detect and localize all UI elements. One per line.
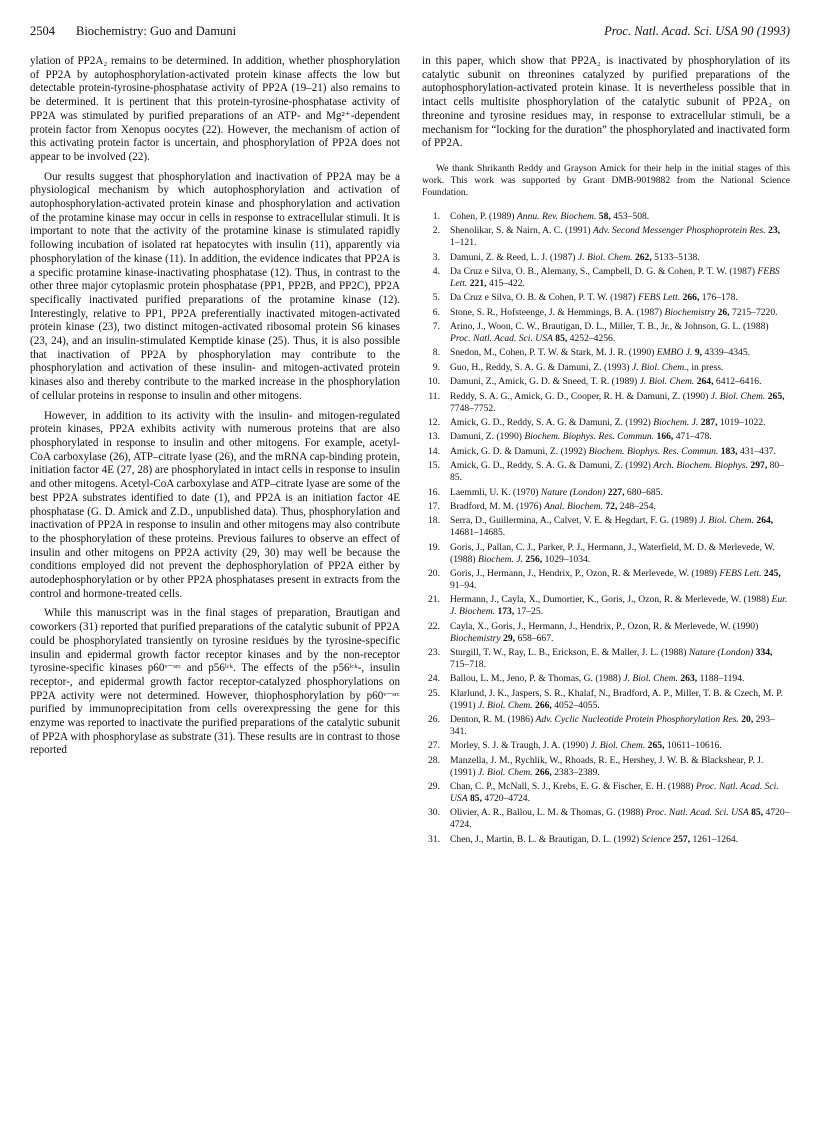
body-paragraph: ylation of PP2A₂ remains to be determined. In addition, whether phosphorylation of PP2A by autophosphorylation-activated protein kinase affects the low but detectable protein-tyrosine-phosphatase activity of PP2A (19–21) also remains to be determined. It is pertinent that this protein-tyrosine-phosphatase activity of PP2A was stimulated by purified preparations of an ATP- and Mg²⁺-dependent protein factor from Xenopus oocytes (22). However, the mechanism of action of this activating protein factor is uncertain, and phosphorylation of PP2A does not appear to be involved (22).	[30, 55, 400, 163]
reference-journal: Arch. Biochem. Biophys.	[653, 460, 749, 472]
reference-number: 18.	[428, 515, 440, 527]
reference-authors: Goris, J., Pallan, C. J., Parker, P. J., Hermann, J., Waterfield, M. D. & Merlevede, W. (1988)	[450, 541, 775, 565]
reference-item	[422, 292, 790, 304]
reference-volume: 58,	[598, 210, 611, 222]
reference-journal: J. Biol. Chem.	[639, 376, 695, 388]
reference-number: 22.	[428, 620, 440, 632]
reference-volume: 266,	[535, 766, 552, 778]
reference-item	[422, 594, 790, 618]
reference-pages: 415–422.	[488, 277, 525, 289]
reference-volume: 183,	[720, 445, 738, 457]
reference-number: 14.	[428, 445, 440, 457]
reference-number: 12.	[428, 417, 440, 429]
reference-item	[422, 266, 790, 290]
reference-authors: Laemmli, U. K. (1970)	[450, 486, 539, 498]
reference-item	[422, 417, 790, 429]
reference-item	[422, 834, 790, 846]
reference-number: 1.	[432, 210, 440, 222]
reference-authors: Reddy, S. A. G., Amick, G. D., Cooper, R. H. & Damuni, Z. (1990)	[450, 390, 709, 402]
reference-pages: 453–508.	[613, 210, 650, 222]
reference-journal: Adv. Second Messenger Phosphoprotein Res.	[593, 225, 766, 237]
reference-volume: 221,	[469, 277, 487, 289]
reference-journal: Proc. Natl. Acad. Sci. USA	[450, 333, 553, 345]
reference-authors: Bradford, M. M. (1976)	[450, 500, 542, 512]
reference-journal: Biochem. Biophys. Res. Commun.	[588, 445, 719, 457]
reference-number: 6.	[432, 306, 440, 318]
reference-number: 17.	[428, 500, 440, 512]
reference-item	[422, 376, 790, 388]
reference-volume: 265,	[647, 740, 665, 752]
reference-item	[422, 781, 790, 805]
reference-authors: Damuni, Z., Amick, G. D. & Sneed, T. R. (1989)	[450, 376, 638, 388]
reference-journal: J. Biol. Chem.	[477, 766, 533, 778]
reference-pages: 91–94.	[450, 579, 477, 591]
reference-volume: 72,	[605, 500, 618, 512]
reference-authors: Guo, H., Reddy, S. A. G. & Damuni, Z. (1993)	[450, 361, 630, 373]
reference-journal: FEBS Lett.	[450, 266, 780, 289]
reference-authors: Goris, J., Hermann, J., Hendrix, P., Ozon, R. & Merlevede, W. (1989)	[450, 567, 717, 579]
reference-authors: Da Cruz e Silva, O. B. & Cohen, P. T. W. (1987)	[450, 292, 636, 304]
reference-item	[422, 362, 790, 374]
reference-number: 23.	[428, 646, 440, 658]
reference-journal: Adv. Cyclic Nucleotide Protein Phosphorylation Res.	[535, 713, 739, 725]
reference-pages: 1019–1022.	[719, 417, 766, 429]
reference-journal: Biochem. J.	[477, 553, 524, 565]
reference-pages: 2383–2389.	[554, 766, 600, 778]
reference-journal: Annu. Rev. Biochem.	[516, 210, 597, 222]
reference-authors: Cayla, X., Goris, J., Hermann, J., Hendrix, P., Ozon, R. & Merlevede, W. (1990)	[450, 620, 759, 632]
reference-number: 16.	[428, 486, 440, 498]
reference-authors: Cohen, P. (1989)	[450, 210, 515, 222]
reference-item	[422, 307, 790, 319]
reference-pages: 176–178.	[701, 292, 738, 304]
reference-journal: Proc. Natl. Acad. Sci. USA	[645, 807, 749, 819]
reference-authors: Sturgill, T. W., Ray, L. B., Erickson, E. & Maller, J. L. (1988)	[450, 646, 687, 658]
reference-item	[422, 487, 790, 499]
reference-authors: Denton, R. M. (1986)	[450, 713, 534, 725]
reference-number: 15.	[428, 460, 440, 472]
reference-item	[422, 542, 790, 566]
reference-volume: 262,	[634, 251, 652, 263]
reference-pages: in press.	[691, 361, 724, 373]
reference-authors: Hermann, J., Cayla, X., Dumortier, K., Goris, J., Ozon, R. & Merlevede, W. (1988)	[450, 594, 770, 606]
reference-number: 20.	[428, 567, 440, 579]
reference-number: 29.	[428, 780, 440, 792]
reference-volume: 9,	[694, 347, 703, 359]
reference-item	[422, 225, 790, 249]
reference-volume: 23,	[768, 225, 781, 237]
reference-volume: 257,	[673, 833, 691, 845]
reference-pages: 248–254.	[619, 500, 656, 512]
reference-authors: Klarlund, J. K., Jaspers, S. R., Khalaf, N., Bradford, A. P., Miller, T. B. & Czech, M. P. (1991)	[450, 687, 783, 711]
reference-journal: J. Biol. Chem.	[710, 390, 766, 402]
reference-item	[422, 347, 790, 359]
reference-pages: 14681–14685.	[450, 527, 506, 539]
reference-number: 4.	[432, 266, 440, 278]
reference-item	[422, 211, 790, 223]
reference-item	[422, 501, 790, 513]
reference-item	[422, 714, 790, 738]
reference-journal: Nature (London)	[540, 486, 606, 498]
reference-pages: 7748–7752.	[450, 402, 496, 414]
reference-journal: Biochem. J.	[653, 417, 699, 429]
reference-volume: 266,	[682, 292, 700, 304]
reference-journal: J. Biol. Chem.	[699, 515, 754, 527]
reference-pages: 1029–1034.	[544, 553, 591, 565]
reference-pages: 1188–1194.	[699, 673, 745, 685]
reference-authors: Stone, S. R., Hofsteenge, J. & Hemmings, B. A. (1987)	[450, 306, 663, 318]
reference-journal: J. Biol. Chem.,	[631, 361, 689, 373]
reference-volume: 334,	[755, 646, 773, 658]
left-column	[30, 55, 400, 764]
reference-item	[422, 321, 790, 345]
reference-journal: FEBS Lett.	[638, 292, 681, 304]
reference-authors: Chen, J., Martin, B. L. & Brautigan, D. L. (1992)	[450, 833, 640, 845]
running-head: Biochemistry: Guo and Damuni	[76, 24, 237, 38]
reference-pages: 293–341.	[450, 713, 775, 737]
reference-authors: Manzella, J. M., Rychlik, W., Rhoads, R. E., Hershey, J. W. B. & Blackshear, P. J. (1991)	[450, 754, 764, 778]
reference-list	[422, 211, 790, 846]
reference-journal: J. Biol. Chem.	[590, 740, 646, 752]
reference-pages: 7215–7220.	[731, 306, 778, 318]
reference-journal: Biochemistry	[664, 306, 716, 318]
reference-pages: 1261–1264.	[692, 833, 739, 845]
reference-volume: 26,	[717, 306, 730, 318]
reference-number: 19.	[428, 541, 440, 553]
reference-pages: 4720–4724.	[450, 807, 790, 831]
reference-volume: 264,	[756, 515, 774, 527]
reference-number: 8.	[432, 347, 440, 359]
reference-pages: 4252–4256.	[569, 333, 616, 345]
reference-pages: 471–478.	[675, 431, 712, 443]
reference-item	[422, 391, 790, 415]
reference-journal: J. Biol. Chem.	[477, 699, 533, 711]
reference-pages: 431–437.	[739, 445, 776, 457]
reference-authors: Serra, D., Guillermina, A., Calvet, V. E. & Hegdart, F. G. (1989)	[450, 515, 697, 527]
reference-authors: Snedon, M., Cohen, P. T. W. & Stark, M. J. R. (1990)	[450, 347, 655, 359]
reference-pages: 1–121.	[450, 237, 477, 249]
reference-pages: 4052–4055.	[554, 699, 600, 711]
reference-authors: Damuni, Z. (1990)	[450, 431, 522, 443]
reference-volume: 166,	[656, 431, 674, 443]
reference-volume: 297,	[750, 460, 768, 472]
reference-number: 28.	[428, 754, 440, 766]
reference-journal: Biochem. Biophys. Res. Commun.	[524, 431, 655, 443]
reference-item	[422, 688, 790, 712]
reference-volume: 173,	[497, 606, 515, 618]
reference-item	[422, 431, 790, 443]
reference-volume: 266,	[535, 699, 552, 711]
reference-volume: 20,	[741, 713, 754, 725]
body-paragraph: Our results suggest that phosphorylation and inactivation of PP2A may be a physiological mechanism by which autophosphorylation and activation of autophosphorylation-activated protein kinase and phosphorylation and activation of the protamine kinase may occur in cells in response to extracellular stimuli. It is important to note that the activity of the protamine kinase is stimulated rapidly following incubation of isolated rat hepatocytes with insulin (11), apparently via phosphorylation of the kinase (11). In addition, the evidence indicates that PP2A is a specific protamine kinase-inactivating phosphatase (12). Thus, in contrast to the other three major cytoplasmic protein phosphatase (PP1, PP2B, and PP2C), PP2A specifically inactivated purified preparations of the protamine kinase (12). Interestingly, relative to PP1, PP2A preferentially inactivated mitogen-activated protein kinase (23), two distinct mitogen-activated ribosomal protein S6 kinases (23, 24), and an insulin-stimulated Kemptide kinase (25). Thus, it is also possible that inactivation of PP2A by phosphorylation may contribute to the phosphorylation and activation of these insulin- and mitogen-activated protein kinases also and thereby contribute to the marked increase in the phosphorylation of cellular proteins in response to insulin and other mitogens.	[30, 170, 400, 402]
reference-authors: Amick, G. D., Reddy, S. A. G. & Damuni, Z. (1992)	[450, 417, 651, 429]
reference-item	[422, 807, 790, 831]
reference-journal: Nature (London)	[688, 646, 754, 658]
reference-journal: Science	[641, 833, 671, 845]
page-number: 2504	[30, 24, 55, 38]
reference-number: 3.	[432, 251, 440, 263]
reference-journal: Eur. J. Biochem.	[450, 594, 788, 618]
reference-journal: J. Biol. Chem.	[577, 251, 633, 263]
reference-journal: Proc. Natl. Acad. Sci. USA	[450, 780, 779, 804]
reference-pages: 80–85.	[450, 460, 785, 484]
reference-number: 30.	[428, 807, 440, 819]
reference-authors: Amick, G. D., Reddy, S. A. G. & Damuni, Z. (1992)	[450, 460, 651, 472]
reference-volume: 85,	[470, 792, 482, 804]
reference-volume: 256,	[525, 553, 543, 565]
reference-journal: EMBO J.	[656, 347, 693, 359]
reference-authors: Da Cruz e Silva, O. B., Alemany, S., Campbell, D. G. & Cohen, P. T. W. (1987)	[450, 266, 755, 278]
reference-number: 21.	[428, 594, 440, 606]
reference-volume: 264,	[696, 376, 714, 388]
reference-authors: Olivier, A. R., Ballou, L. M. & Thomas, G. (1988)	[450, 807, 644, 819]
reference-item	[422, 460, 790, 484]
reference-number: 5.	[432, 292, 440, 304]
reference-volume: 265,	[767, 390, 785, 402]
body-paragraph: However, in addition to its activity with the insulin- and mitogen-regulated protein kinases, PP2A exhibits activity with numerous proteins that are also phosphorylated in response to insulin and other mitogens. For example, acetyl-CoA carboxylase (26), ATP–citrate lyase (26), and the mRNA cap-binding protein, initiation factor 4E (27, 28) are phosphorylated in intact cells in response to insulin and other mitogens. Acetyl-CoA carboxylase and ATP–citrate lyase are some of the best PP2A substrates identified to date (1), and PP2A is an initiation factor 4E phosphatase (G. D. Amick and Z.D., unpublished data). Thus, phosphorylation and inactivation of PP2A in response to insulin and other mitogens may also contribute to the phosphorylation of these proteins. Previous failures to observe an effect of insulin and other mitogens on PP2A activity (29, 30) may well be because the conditions employed did not prevent the dephosphorylation of PP2A either by autodephosphorylation or by other PP2A phosphatases present in extracts from the control and hormone-treated cells.	[30, 409, 400, 600]
reference-item	[422, 740, 790, 752]
right-column	[422, 55, 790, 848]
reference-number: 9.	[432, 361, 440, 373]
body-paragraph: in this paper, which show that PP2A₂ is inactivated by phosphorylation of its catalytic subunit on threonines catalyzed by purified preparations of the autophosphorylation-activated protein kinase. It is nevertheless possible that in intact cells multisite phosphorylation of the catalytic subunit of PP2A₂ on threonine and tyrosine residues may, in response to extracellular stimuli, be a mechanism for “locking for the duration” the phosphorylated and inactivated form of PP2A.	[422, 55, 790, 150]
page-header	[30, 24, 790, 44]
reference-item	[422, 568, 790, 592]
journal-citation: Proc. Natl. Acad. Sci. USA 90 (1993)	[604, 24, 790, 38]
reference-pages: 4720–4724.	[484, 792, 530, 804]
reference-volume: 29,	[503, 632, 516, 644]
reference-authors: Arino, J., Woon, C. W., Brautigan, D. L., Miller, T. B., Jr., & Johnson, G. L. (1988)	[450, 321, 769, 333]
reference-item	[422, 252, 790, 264]
reference-volume: 85,	[751, 807, 764, 819]
reference-pages: 658–667.	[517, 632, 554, 644]
reference-item	[422, 673, 790, 685]
reference-authors: Shenolikar, S. & Nairn, A. C. (1991)	[450, 225, 591, 237]
acknowledgment: We thank Shrikanth Reddy and Grayson Amick for their help in the initial stages of this work. This work was supported by Grant DMB-9019882 from the National Science Foundation.	[422, 162, 790, 198]
reference-journal: FEBS Lett.	[719, 567, 762, 579]
reference-authors: Amick, G. D. & Damuni, Z. (1992)	[450, 445, 587, 457]
reference-authors: Morley, S. J. & Traugh, J. A. (1990)	[450, 740, 589, 752]
reference-item	[422, 621, 790, 645]
reference-pages: 6412–6416.	[715, 376, 762, 388]
reference-number: 26.	[428, 713, 440, 725]
reference-number: 13.	[428, 431, 440, 443]
reference-journal: Biochemistry	[450, 632, 501, 644]
reference-authors: Chan, C. P., McNall, S. J., Krebs, E. G. & Fischer, E. H. (1988)	[450, 780, 694, 792]
reference-authors: Damuni, Z. & Reed, L. J. (1987)	[450, 251, 576, 263]
reference-volume: 287,	[700, 417, 718, 429]
reference-volume: 263,	[680, 673, 698, 685]
reference-number: 11.	[428, 390, 440, 402]
reference-authors: Ballou, L. M., Jeno, P. & Thomas, G. (1988)	[450, 673, 621, 685]
reference-number: 7.	[432, 321, 440, 333]
reference-item	[422, 446, 790, 458]
reference-volume: 245,	[763, 567, 781, 579]
reference-number: 24.	[428, 673, 440, 685]
reference-pages: 17–25.	[516, 606, 544, 618]
reference-item	[422, 647, 790, 671]
reference-pages: 5133–5138.	[654, 251, 700, 263]
reference-number: 31.	[428, 833, 440, 845]
reference-item	[422, 515, 790, 539]
reference-pages: 10611–10616.	[666, 740, 722, 752]
reference-pages: 680–685.	[626, 486, 663, 498]
reference-volume: 227,	[607, 486, 625, 498]
reference-item	[422, 755, 790, 779]
reference-number: 27.	[428, 740, 440, 752]
body-paragraph: While this manuscript was in the final stages of preparation, Brautigan and coworkers (31) reported that purified preparations of the catalytic subunit of PP2A could be phosphorylated transiently on tyrosine residues by the tyrosine-specific insulin and epidermal growth factor receptor kinases and by the non-receptor tyrosine-specific kinases p60ᵛ⁻ˢʳᶜ and p56ˡᶜᵏ. The effects of the p56ˡᶜᵏ-, insulin receptor-, and epidermal growth factor receptor-catalyzed phosphorylations on PP2A activity were not determined. However, thiophosphorylation by p60ᵛ⁻ˢʳᶜ purified by immunoprecipitation from cells overexpressing the gene for this enzyme was reported to inactivate the purified preparations of the catalytic subunit of PP2A with phosphorylase as substrate (31). These results are in contrast to those reported	[30, 607, 400, 757]
reference-volume: 85,	[555, 333, 568, 345]
reference-pages: 4339–4345.	[704, 347, 751, 359]
reference-number: 25.	[428, 687, 440, 699]
reference-number: 10.	[428, 376, 440, 388]
reference-journal: Anal. Biochem.	[544, 500, 603, 512]
reference-number: 2.	[432, 225, 440, 237]
reference-journal: J. Biol. Chem.	[623, 673, 678, 685]
reference-pages: 715–718.	[450, 658, 486, 670]
